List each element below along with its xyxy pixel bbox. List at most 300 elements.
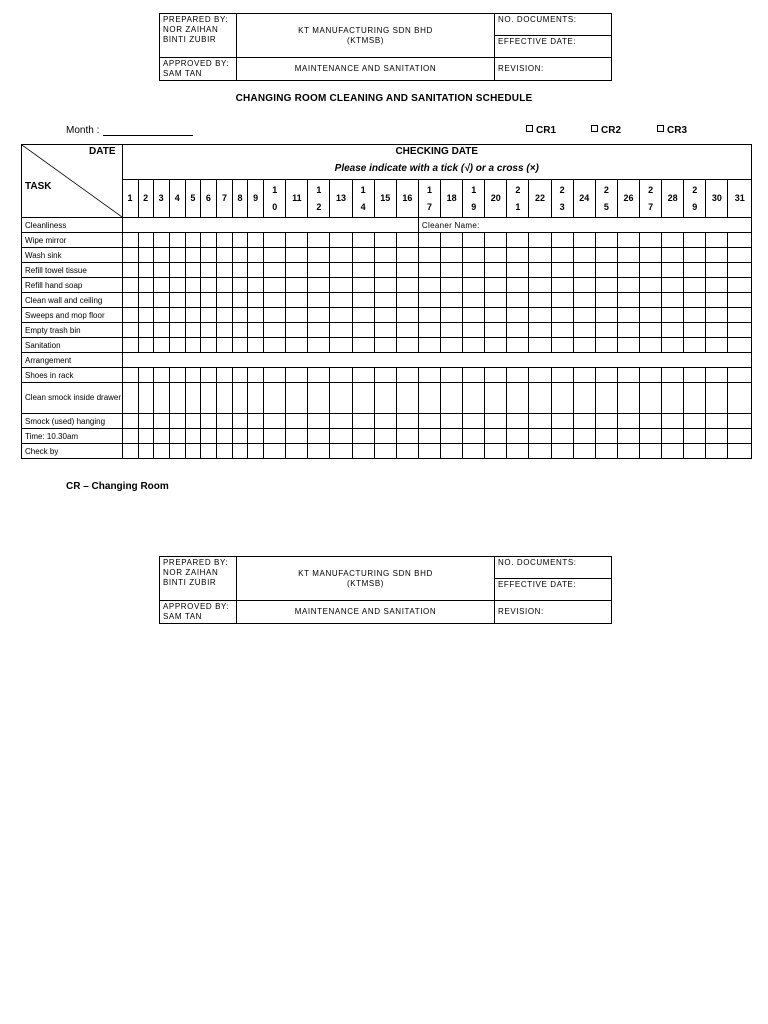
check-cell[interactable] — [396, 308, 418, 323]
check-cell[interactable] — [122, 444, 138, 459]
check-cell[interactable] — [374, 233, 396, 248]
check-cell[interactable] — [463, 263, 485, 278]
check-cell[interactable] — [617, 278, 639, 293]
check-cell[interactable] — [396, 414, 418, 429]
check-cell[interactable] — [595, 444, 617, 459]
check-cell[interactable] — [418, 323, 440, 338]
check-cell[interactable] — [200, 308, 216, 323]
check-cell[interactable] — [617, 383, 639, 414]
check-cell[interactable] — [551, 414, 573, 429]
check-cell[interactable] — [463, 338, 485, 353]
check-cell[interactable] — [441, 323, 463, 338]
check-cell[interactable] — [169, 368, 185, 383]
check-cell[interactable] — [706, 414, 728, 429]
check-cell[interactable] — [662, 338, 684, 353]
check-cell[interactable] — [396, 338, 418, 353]
check-cell[interactable] — [286, 263, 308, 278]
check-cell[interactable] — [216, 308, 232, 323]
check-cell[interactable] — [595, 323, 617, 338]
check-cell[interactable] — [551, 429, 573, 444]
check-cell[interactable] — [233, 368, 248, 383]
check-cell[interactable] — [122, 263, 138, 278]
check-cell[interactable] — [138, 263, 153, 278]
check-cell[interactable] — [485, 383, 507, 414]
check-cell[interactable] — [185, 414, 200, 429]
check-cell[interactable] — [185, 263, 200, 278]
check-cell[interactable] — [640, 368, 662, 383]
check-cell[interactable] — [308, 308, 330, 323]
check-cell[interactable] — [330, 368, 352, 383]
check-cell[interactable] — [264, 444, 286, 459]
check-cell[interactable] — [138, 429, 153, 444]
check-cell[interactable] — [507, 293, 529, 308]
check-cell[interactable] — [617, 263, 639, 278]
check-cell[interactable] — [507, 383, 529, 414]
check-cell[interactable] — [138, 383, 153, 414]
check-cell[interactable] — [286, 293, 308, 308]
check-cell[interactable] — [418, 429, 440, 444]
check-cell[interactable] — [200, 429, 216, 444]
check-cell[interactable] — [138, 278, 153, 293]
check-cell[interactable] — [595, 338, 617, 353]
check-cell[interactable] — [248, 429, 264, 444]
check-cell[interactable] — [441, 414, 463, 429]
check-cell[interactable] — [153, 233, 169, 248]
check-cell[interactable] — [617, 248, 639, 263]
check-cell[interactable] — [507, 368, 529, 383]
check-cell[interactable] — [352, 429, 374, 444]
check-cell[interactable] — [169, 383, 185, 414]
check-cell[interactable] — [216, 323, 232, 338]
check-cell[interactable] — [418, 233, 440, 248]
check-cell[interactable] — [728, 338, 752, 353]
check-cell[interactable] — [330, 383, 352, 414]
check-cell[interactable] — [200, 248, 216, 263]
check-cell[interactable] — [248, 444, 264, 459]
check-cell[interactable] — [595, 414, 617, 429]
check-cell[interactable] — [595, 383, 617, 414]
check-cell[interactable] — [185, 248, 200, 263]
check-cell[interactable] — [617, 308, 639, 323]
check-cell[interactable] — [441, 368, 463, 383]
check-cell[interactable] — [374, 323, 396, 338]
check-cell[interactable] — [185, 278, 200, 293]
check-cell[interactable] — [684, 414, 706, 429]
check-cell[interactable] — [264, 429, 286, 444]
check-cell[interactable] — [463, 444, 485, 459]
cleaner-name-field[interactable]: Cleaner Name: — [418, 218, 751, 233]
check-cell[interactable] — [200, 263, 216, 278]
check-cell[interactable] — [286, 368, 308, 383]
check-cell[interactable] — [507, 414, 529, 429]
check-cell[interactable] — [308, 383, 330, 414]
check-cell[interactable] — [441, 383, 463, 414]
check-cell[interactable] — [153, 338, 169, 353]
check-cell[interactable] — [728, 233, 752, 248]
check-cell[interactable] — [640, 429, 662, 444]
check-cell[interactable] — [684, 278, 706, 293]
check-cell[interactable] — [441, 248, 463, 263]
check-cell[interactable] — [418, 248, 440, 263]
check-cell[interactable] — [396, 383, 418, 414]
check-cell[interactable] — [352, 368, 374, 383]
check-cell[interactable] — [153, 414, 169, 429]
check-cell[interactable] — [485, 338, 507, 353]
check-cell[interactable] — [138, 233, 153, 248]
check-cell[interactable] — [216, 429, 232, 444]
check-cell[interactable] — [728, 323, 752, 338]
check-cell[interactable] — [286, 429, 308, 444]
check-cell[interactable] — [308, 338, 330, 353]
check-cell[interactable] — [662, 444, 684, 459]
check-cell[interactable] — [374, 293, 396, 308]
check-cell[interactable] — [418, 293, 440, 308]
check-cell[interactable] — [617, 414, 639, 429]
check-cell[interactable] — [463, 233, 485, 248]
check-cell[interactable] — [573, 338, 595, 353]
check-cell[interactable] — [233, 429, 248, 444]
check-cell[interactable] — [330, 323, 352, 338]
check-cell[interactable] — [286, 323, 308, 338]
check-cell[interactable] — [728, 444, 752, 459]
check-cell[interactable] — [485, 444, 507, 459]
check-cell[interactable] — [122, 338, 138, 353]
check-cell[interactable] — [200, 233, 216, 248]
check-cell[interactable] — [374, 308, 396, 323]
check-cell[interactable] — [706, 429, 728, 444]
check-cell[interactable] — [352, 414, 374, 429]
check-cell[interactable] — [248, 308, 264, 323]
check-cell[interactable] — [352, 308, 374, 323]
check-cell[interactable] — [573, 368, 595, 383]
check-cell[interactable] — [573, 429, 595, 444]
check-cell[interactable] — [662, 308, 684, 323]
check-cell[interactable] — [153, 368, 169, 383]
check-cell[interactable] — [185, 338, 200, 353]
check-cell[interactable] — [662, 368, 684, 383]
check-cell[interactable] — [684, 429, 706, 444]
check-cell[interactable] — [640, 383, 662, 414]
check-cell[interactable] — [264, 293, 286, 308]
check-cell[interactable] — [233, 248, 248, 263]
check-cell[interactable] — [441, 429, 463, 444]
check-cell[interactable] — [264, 308, 286, 323]
check-cell[interactable] — [684, 263, 706, 278]
check-cell[interactable] — [617, 368, 639, 383]
check-cell[interactable] — [122, 233, 138, 248]
check-cell[interactable] — [640, 278, 662, 293]
check-cell[interactable] — [662, 414, 684, 429]
check-cell[interactable] — [617, 429, 639, 444]
check-cell[interactable] — [551, 248, 573, 263]
check-cell[interactable] — [330, 308, 352, 323]
check-cell[interactable] — [507, 278, 529, 293]
check-cell[interactable] — [286, 383, 308, 414]
check-cell[interactable] — [529, 278, 551, 293]
check-cell[interactable] — [595, 248, 617, 263]
check-cell[interactable] — [573, 233, 595, 248]
check-cell[interactable] — [200, 338, 216, 353]
check-cell[interactable] — [352, 383, 374, 414]
check-cell[interactable] — [529, 444, 551, 459]
check-cell[interactable] — [463, 383, 485, 414]
check-cell[interactable] — [233, 383, 248, 414]
check-cell[interactable] — [308, 278, 330, 293]
check-cell[interactable] — [396, 368, 418, 383]
check-cell[interactable] — [463, 308, 485, 323]
check-cell[interactable] — [485, 233, 507, 248]
check-cell[interactable] — [595, 293, 617, 308]
check-cell[interactable] — [441, 308, 463, 323]
check-cell[interactable] — [153, 278, 169, 293]
check-cell[interactable] — [185, 293, 200, 308]
check-cell[interactable] — [122, 323, 138, 338]
check-cell[interactable] — [684, 293, 706, 308]
check-cell[interactable] — [169, 278, 185, 293]
checkbox-icon[interactable] — [526, 125, 533, 132]
check-cell[interactable] — [153, 444, 169, 459]
check-cell[interactable] — [185, 383, 200, 414]
check-cell[interactable] — [507, 444, 529, 459]
check-cell[interactable] — [418, 263, 440, 278]
room-option-cr3[interactable] — [657, 125, 687, 136]
check-cell[interactable] — [617, 444, 639, 459]
check-cell[interactable] — [551, 444, 573, 459]
check-cell[interactable] — [216, 414, 232, 429]
check-cell[interactable] — [330, 293, 352, 308]
check-cell[interactable] — [441, 338, 463, 353]
check-cell[interactable] — [551, 323, 573, 338]
check-cell[interactable] — [122, 278, 138, 293]
check-cell[interactable] — [617, 293, 639, 308]
check-cell[interactable] — [330, 233, 352, 248]
check-cell[interactable] — [662, 383, 684, 414]
check-cell[interactable] — [662, 293, 684, 308]
check-cell[interactable] — [138, 338, 153, 353]
check-cell[interactable] — [248, 248, 264, 263]
check-cell[interactable] — [169, 338, 185, 353]
check-cell[interactable] — [507, 248, 529, 263]
check-cell[interactable] — [122, 248, 138, 263]
check-cell[interactable] — [551, 278, 573, 293]
check-cell[interactable] — [185, 308, 200, 323]
check-cell[interactable] — [308, 368, 330, 383]
check-cell[interactable] — [308, 293, 330, 308]
check-cell[interactable] — [200, 383, 216, 414]
check-cell[interactable] — [706, 308, 728, 323]
check-cell[interactable] — [396, 278, 418, 293]
check-cell[interactable] — [138, 293, 153, 308]
check-cell[interactable] — [330, 429, 352, 444]
check-cell[interactable] — [200, 293, 216, 308]
check-cell[interactable] — [551, 308, 573, 323]
room-option-cr2[interactable] — [591, 125, 621, 136]
check-cell[interactable] — [216, 248, 232, 263]
check-cell[interactable] — [706, 323, 728, 338]
check-cell[interactable] — [169, 323, 185, 338]
check-cell[interactable] — [286, 414, 308, 429]
check-cell[interactable] — [684, 368, 706, 383]
check-cell[interactable] — [374, 414, 396, 429]
check-cell[interactable] — [485, 308, 507, 323]
check-cell[interactable] — [485, 263, 507, 278]
check-cell[interactable] — [573, 248, 595, 263]
check-cell[interactable] — [216, 293, 232, 308]
check-cell[interactable] — [374, 383, 396, 414]
check-cell[interactable] — [153, 429, 169, 444]
check-cell[interactable] — [485, 248, 507, 263]
check-cell[interactable] — [248, 323, 264, 338]
check-cell[interactable] — [396, 233, 418, 248]
check-cell[interactable] — [264, 323, 286, 338]
check-cell[interactable] — [463, 429, 485, 444]
check-cell[interactable] — [330, 414, 352, 429]
check-cell[interactable] — [286, 308, 308, 323]
check-cell[interactable] — [216, 444, 232, 459]
check-cell[interactable] — [200, 278, 216, 293]
check-cell[interactable] — [573, 308, 595, 323]
check-cell[interactable] — [529, 414, 551, 429]
check-cell[interactable] — [396, 429, 418, 444]
check-cell[interactable] — [640, 293, 662, 308]
check-cell[interactable] — [485, 323, 507, 338]
check-cell[interactable] — [595, 278, 617, 293]
check-cell[interactable] — [418, 338, 440, 353]
check-cell[interactable] — [286, 338, 308, 353]
check-cell[interactable] — [286, 248, 308, 263]
check-cell[interactable] — [640, 233, 662, 248]
check-cell[interactable] — [153, 383, 169, 414]
check-cell[interactable] — [640, 248, 662, 263]
check-cell[interactable] — [529, 263, 551, 278]
check-cell[interactable] — [122, 429, 138, 444]
check-cell[interactable] — [264, 233, 286, 248]
check-cell[interactable] — [308, 233, 330, 248]
check-cell[interactable] — [352, 338, 374, 353]
check-cell[interactable] — [573, 263, 595, 278]
check-cell[interactable] — [728, 308, 752, 323]
check-cell[interactable] — [216, 383, 232, 414]
check-cell[interactable] — [463, 323, 485, 338]
check-cell[interactable] — [595, 263, 617, 278]
check-cell[interactable] — [617, 338, 639, 353]
check-cell[interactable] — [418, 368, 440, 383]
check-cell[interactable] — [308, 323, 330, 338]
check-cell[interactable] — [248, 383, 264, 414]
check-cell[interactable] — [374, 263, 396, 278]
check-cell[interactable] — [248, 368, 264, 383]
check-cell[interactable] — [308, 429, 330, 444]
check-cell[interactable] — [551, 338, 573, 353]
check-cell[interactable] — [617, 323, 639, 338]
checkbox-icon[interactable] — [657, 125, 664, 132]
check-cell[interactable] — [169, 308, 185, 323]
check-cell[interactable] — [248, 233, 264, 248]
check-cell[interactable] — [185, 233, 200, 248]
check-cell[interactable] — [352, 323, 374, 338]
check-cell[interactable] — [684, 323, 706, 338]
check-cell[interactable] — [308, 248, 330, 263]
check-cell[interactable] — [418, 444, 440, 459]
check-cell[interactable] — [248, 414, 264, 429]
check-cell[interactable] — [573, 414, 595, 429]
check-cell[interactable] — [551, 263, 573, 278]
check-cell[interactable] — [485, 293, 507, 308]
check-cell[interactable] — [485, 368, 507, 383]
check-cell[interactable] — [352, 233, 374, 248]
check-cell[interactable] — [728, 429, 752, 444]
check-cell[interactable] — [330, 278, 352, 293]
check-cell[interactable] — [573, 293, 595, 308]
check-cell[interactable] — [507, 338, 529, 353]
check-cell[interactable] — [286, 233, 308, 248]
check-cell[interactable] — [216, 233, 232, 248]
check-cell[interactable] — [706, 383, 728, 414]
check-cell[interactable] — [728, 278, 752, 293]
check-cell[interactable] — [308, 414, 330, 429]
check-cell[interactable] — [418, 308, 440, 323]
checkbox-icon[interactable] — [591, 125, 598, 132]
check-cell[interactable] — [396, 248, 418, 263]
check-cell[interactable] — [122, 368, 138, 383]
check-cell[interactable] — [617, 233, 639, 248]
check-cell[interactable] — [507, 323, 529, 338]
check-cell[interactable] — [200, 414, 216, 429]
check-cell[interactable] — [640, 414, 662, 429]
check-cell[interactable] — [662, 263, 684, 278]
check-cell[interactable] — [728, 414, 752, 429]
check-cell[interactable] — [640, 263, 662, 278]
check-cell[interactable] — [706, 293, 728, 308]
check-cell[interactable] — [529, 429, 551, 444]
check-cell[interactable] — [573, 323, 595, 338]
check-cell[interactable] — [185, 323, 200, 338]
check-cell[interactable] — [122, 383, 138, 414]
check-cell[interactable] — [233, 233, 248, 248]
check-cell[interactable] — [684, 233, 706, 248]
check-cell[interactable] — [216, 368, 232, 383]
check-cell[interactable] — [200, 444, 216, 459]
check-cell[interactable] — [573, 444, 595, 459]
check-cell[interactable] — [728, 248, 752, 263]
check-cell[interactable] — [662, 323, 684, 338]
check-cell[interactable] — [529, 338, 551, 353]
check-cell[interactable] — [352, 263, 374, 278]
check-cell[interactable] — [485, 429, 507, 444]
check-cell[interactable] — [418, 414, 440, 429]
check-cell[interactable] — [640, 444, 662, 459]
check-cell[interactable] — [463, 368, 485, 383]
check-cell[interactable] — [138, 414, 153, 429]
check-cell[interactable] — [441, 293, 463, 308]
check-cell[interactable] — [153, 248, 169, 263]
check-cell[interactable] — [330, 248, 352, 263]
check-cell[interactable] — [706, 368, 728, 383]
check-cell[interactable] — [308, 263, 330, 278]
check-cell[interactable] — [441, 444, 463, 459]
month-input-line[interactable] — [103, 125, 193, 136]
check-cell[interactable] — [706, 263, 728, 278]
check-cell[interactable] — [264, 368, 286, 383]
check-cell[interactable] — [507, 429, 529, 444]
check-cell[interactable] — [374, 278, 396, 293]
check-cell[interactable] — [728, 263, 752, 278]
check-cell[interactable] — [185, 444, 200, 459]
check-cell[interactable] — [233, 444, 248, 459]
check-cell[interactable] — [529, 383, 551, 414]
check-cell[interactable] — [396, 323, 418, 338]
check-cell[interactable] — [153, 323, 169, 338]
